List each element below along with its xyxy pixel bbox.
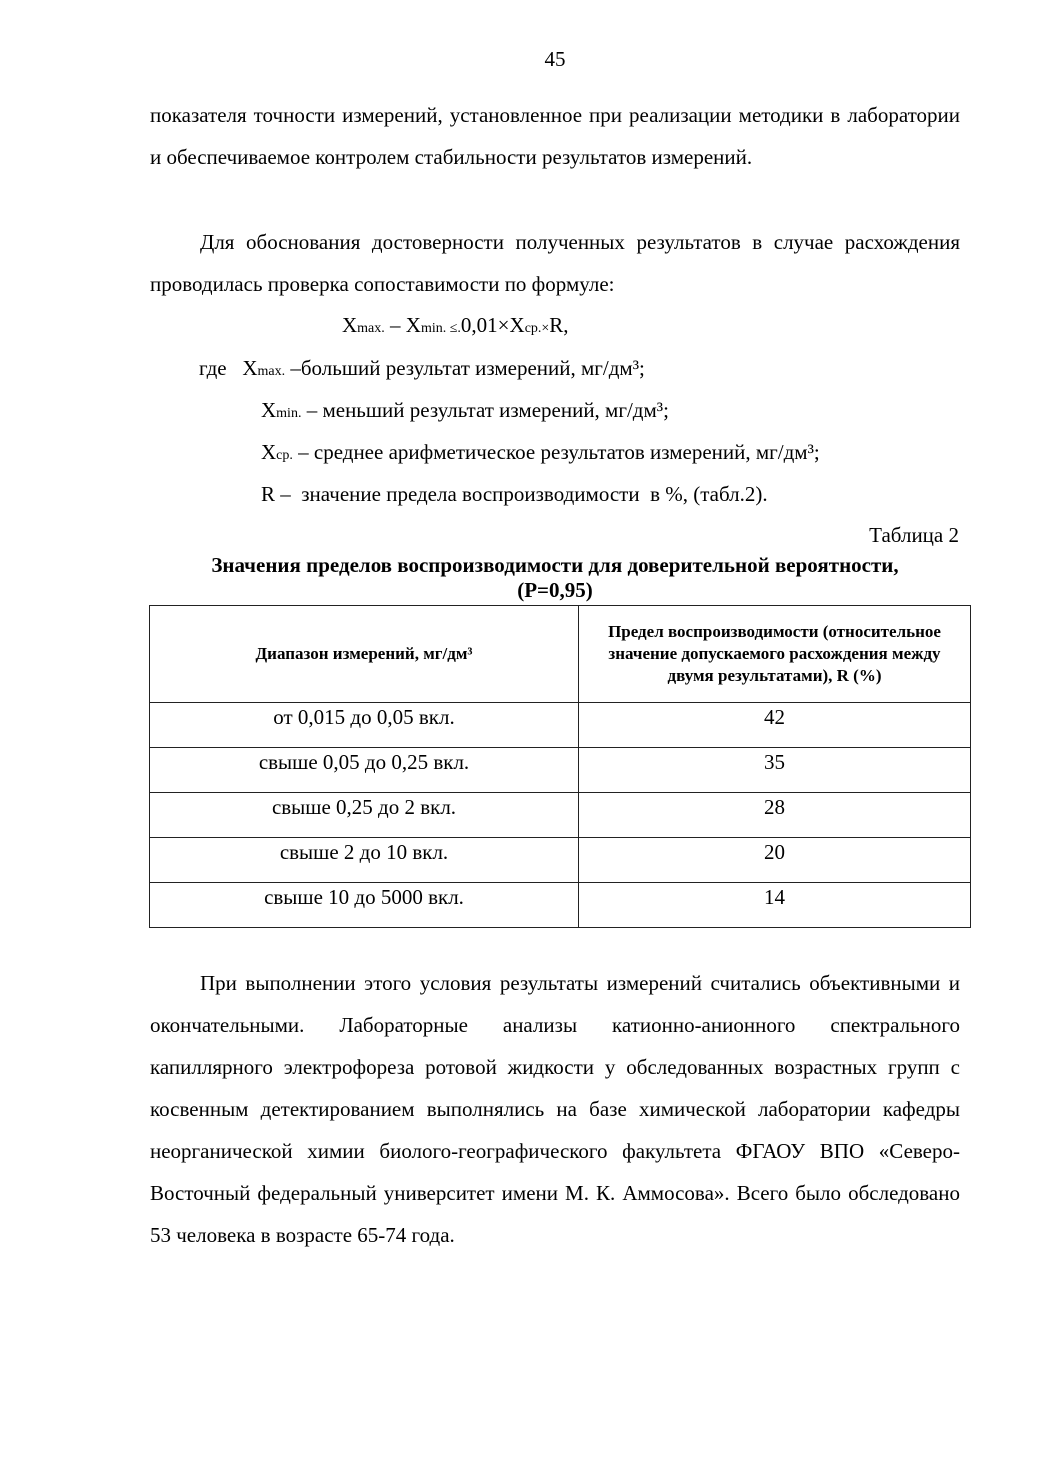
table-row: [150, 748, 971, 793]
limit-cell: 14: [579, 883, 971, 928]
table-row: [150, 793, 971, 838]
table-caption: Таблица 2: [869, 523, 959, 547]
range-cell: от 0,015 до 0,05 вкл.: [150, 703, 579, 748]
table-row: [150, 883, 971, 928]
definition-xcp: Xср. – среднее арифметическое результатов измерений, мг/дм³;: [261, 440, 820, 464]
formula: Xmax. – Xmin. ≤.0,01×Xср.×R,: [342, 313, 569, 337]
limit-cell: 35: [579, 748, 971, 793]
range-cell: свыше 2 до 10 вкл.: [150, 838, 579, 883]
reproducibility-table: [149, 605, 971, 928]
table-row: [150, 838, 971, 883]
header-limit: Предел воспроизводимости (относительное значение допускаемого расхождения между двумя результатами), R (%): [579, 606, 971, 703]
range-cell: свыше 0,05 до 0,25 вкл.: [150, 748, 579, 793]
range-cell: свыше 10 до 5000 вкл.: [150, 883, 579, 928]
header-range: Диапазон измерений, мг/дм³: [150, 606, 579, 703]
range-cell: свыше 0,25 до 2 вкл.: [150, 793, 579, 838]
limit-cell: 42: [579, 703, 971, 748]
table-title: [140, 553, 970, 603]
formula-intro-paragraph: Для обоснования достоверности полученных результатов в случае расхождения проводилась проверка сопоставимости по формуле:: [150, 230, 960, 296]
definition-xmin: Xmin. – меньший результат измерений, мг/дм³;: [261, 398, 669, 422]
page-number: 45: [544, 47, 566, 71]
table-header-row: [150, 606, 971, 703]
limit-cell: 28: [579, 793, 971, 838]
intro-paragraph: показателя точности измерений, установленное при реализации методики в лаборатории и обеспечиваемое контролем стабильности результатов измерений.: [150, 103, 960, 169]
table-title-line1: Значения пределов воспроизводимости для доверительной вероятности,: [211, 553, 899, 577]
limit-cell: 20: [579, 838, 971, 883]
definition-xmax: где Xmax. –больший результат измерений, мг/дм³;: [199, 356, 645, 380]
table-title-line2: (P=0,95): [517, 578, 593, 602]
table-row: [150, 703, 971, 748]
definition-r: R – значение предела воспроизводимости в %, (табл.2).: [261, 482, 768, 506]
closing-paragraph: При выполнении этого условия результаты измерений считались объективными и окончательными. Лабораторные анализы катионно-анионного спектрального капиллярного электрофореза ротовой жидкости у обследованных возрастных групп с косвенным детектированием выполнялись на базе химической лаборатории кафедры неорганической химии биолого-географического факультета ФГАОУ ВПО «Северо-Восточный федеральный университет имени М. К. Аммосова». Всего было обследовано 53 человека в возрасте 65-74 года.: [150, 971, 960, 1247]
